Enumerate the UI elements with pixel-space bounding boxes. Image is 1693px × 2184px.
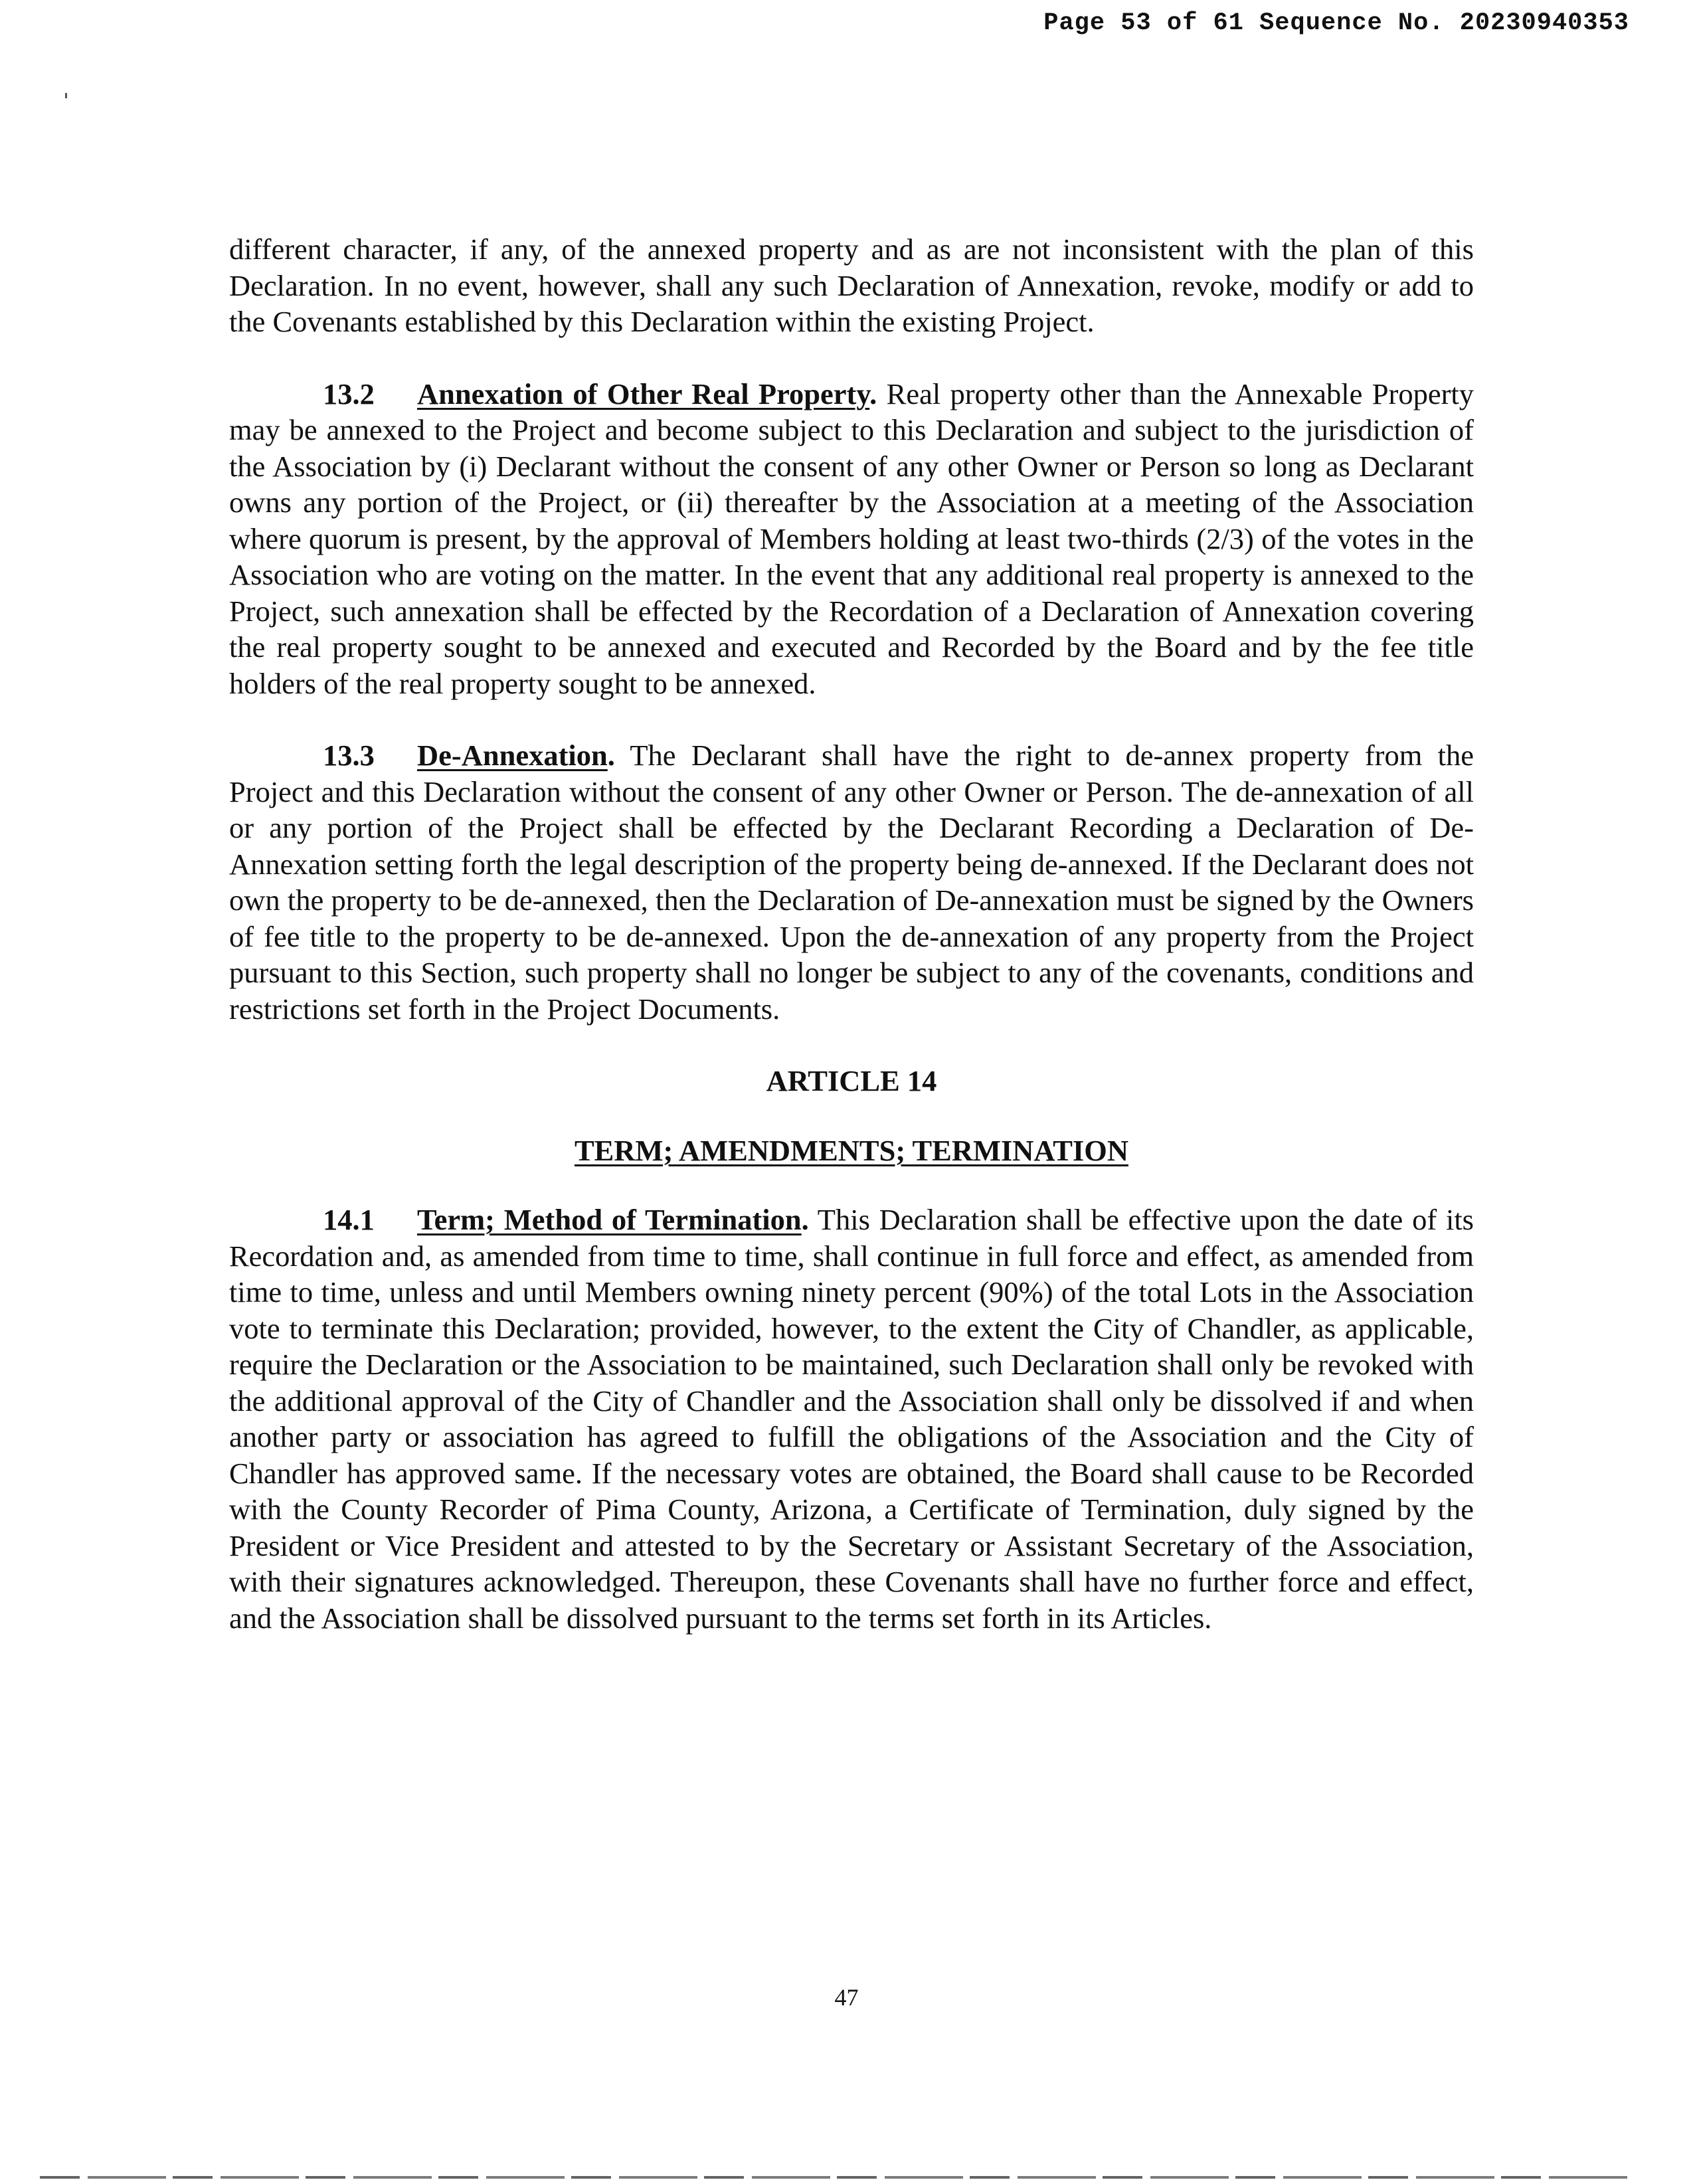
section-13-2: 13.2 Annexation of Other Real Property. Real property other than the Annexable Property may be annexed to the Project and become subject to this Declaration and subject to the jurisdiction of the Association by (i) Declarant without the consent of any other Owner or Person so long as Declarant owns any portion of the Project, or (ii) thereafter by the Association at a meeting of the Association where quorum is present, by the approval of Members holding at least two-thirds (2/3) of the votes in the Association who are voting on the matter. In the event that any additional real property is annexed to the Project, such annexation shall be effected by the Recordation of a Declaration of Annexation covering the real property sought to be annexed and executed and Recorded by the Board and by the fee title holders of the real property sought to be annexed. (229, 377, 1474, 700)
section-body: Real property other than the Annexable Property may be annexed to the Project and become subject to this Declaration and subject to the jurisdiction of the Association by (i) Declarant without the consent of any other Owner or Person so long as Declarant owns any portion of the Project, or (ii) thereafter by the Association at a meeting of the Association where quorum is present, by the approval of Members holding at least two-thirds (2/3) of the votes in the Association who are voting on the matter. In the event that any additional real property is annexed to the Project, such annexation shall be effected by the Recordation of a Declaration of Annexation covering the real property sought to be annexed and executed and Recorded by the Board and by the fee title holders of the real property sought to be annexed. (229, 377, 1474, 700)
section-body: The Declarant shall have the right to de-annex property from the Project and this Declaration without the consent of any other Owner or Person. The de-annexation of all or any portion of the Project shall be effected by the Declarant Recording a Declaration of De-Annexation setting forth the legal description of the property being de-annexed. If the Declarant does not own the property to be de-annexed, then the Declaration of De-annexation must be signed by the Owners of fee title to the property to be de-annexed. Upon the de-annexation of any property from the Project pursuant to this Section, such property shall no longer be subject to any of the covenants, conditions and restrictions set forth in the Project Documents. (229, 739, 1474, 1026)
recording-stamp: Page 53 of 61 Sequence No. 20230940353 (1043, 9, 1629, 37)
spacer (229, 1168, 1474, 1202)
article-title: TERM; AMENDMENTS; TERMINATION (574, 1133, 1128, 1167)
article-title-wrap (229, 1133, 1474, 1169)
page-number: 47 (834, 1984, 859, 2011)
scan-artifact (65, 93, 67, 98)
section-title: De-Annexation (417, 739, 608, 772)
section-title: Term; Method of Termination (417, 1203, 802, 1236)
document-body (229, 231, 1474, 1672)
continuation-paragraph: different character, if any, of the annexed property and as are not inconsistent with the plan of this Declaration. In no event, however, shall any such Declaration of Annexation, revoke, modify or add to the Covenants established by this Declaration within the existing Project. (229, 232, 1474, 338)
section-number: 13.2 (323, 377, 375, 410)
section-title: Annexation of Other Real Property (417, 377, 870, 410)
section-13-3: 13.3 De-Annexation. The Declarant shall have the right to de-annex property from the Project and this Declaration without the consent of any other Owner or Person. The de-annexation of all or any portion of the Project shall be effected by the Declarant Recording a Declaration of De-Annexation setting forth the legal description of the property being de-annexed. If the Declarant does not own the property to be de-annexed, then the Declaration of De-annexation must be signed by the Owners of fee title to the property to be de-annexed. Upon the de-annexation of any property from the Project pursuant to this Section, such property shall no longer be subject to any of the covenants, conditions and restrictions set forth in the Project Documents. (229, 739, 1474, 1026)
section-body: This Declaration shall be effective upon the date of its Recordation and, as amended from time to time, shall continue in full force and effect, as amended from time to time, unless and until Members owning ninety percent (90%) of the total Lots in the Association vote to terminate this Declaration; provided, however, to the extent the City of Chandler, as applicable, require the Declaration or the Association to be maintained, such Declaration shall only be revoked with the additional approval of the City of Chandler and the Association shall only be dissolved if and when another party or association has agreed to fulfill the obligations of the Association and the City of Chandler has approved same. If the necessary votes are obtained, the Board shall cause to be Recorded with the County Recorder of Pima County, Arizona, a Certificate of Termination, duly signed by the President or Vice President and attested to by the Secretary or Assistant Secretary of the Association, with their signatures acknowledged. Thereupon, these Covenants shall have no further force and effect, and the Association shall be dissolved pursuant to the terms set forth in its Articles. (229, 1203, 1474, 1635)
section-number: 14.1 (323, 1203, 375, 1236)
section-number: 13.3 (323, 739, 375, 772)
scan-edge-artifact (40, 2176, 1634, 2179)
article-number: ARTICLE 14 (766, 1064, 937, 1097)
section-14-1: 14.1 Term; Method of Termination. This Declaration shall be effective upon the date of its Recordation and, as amended from time to time, shall continue in full force and effect, as amended from time to time, unless and until Members owning ninety percent (90%) of the total Lots in the Association vote to terminate this Declaration; provided, however, to the extent the City of Chandler, as applicable, require the Declaration or the Association to be maintained, such Declaration shall only be revoked with the additional approval of the City of Chandler and the Association shall only be dissolved if and when another party or association has agreed to fulfill the obligations of the Association and the City of Chandler has approved same. If the necessary votes are obtained, the Board shall cause to be Recorded with the County Recorder of Pima County, Arizona, a Certificate of Termination, duly signed by the President or Vice President and attested to by the Secretary or Assistant Secretary of the Association, with their signatures acknowledged. Thereupon, these Covenants shall have no further force and effect, and the Association shall be dissolved pursuant to the terms set forth in its Articles. (229, 1203, 1474, 1635)
